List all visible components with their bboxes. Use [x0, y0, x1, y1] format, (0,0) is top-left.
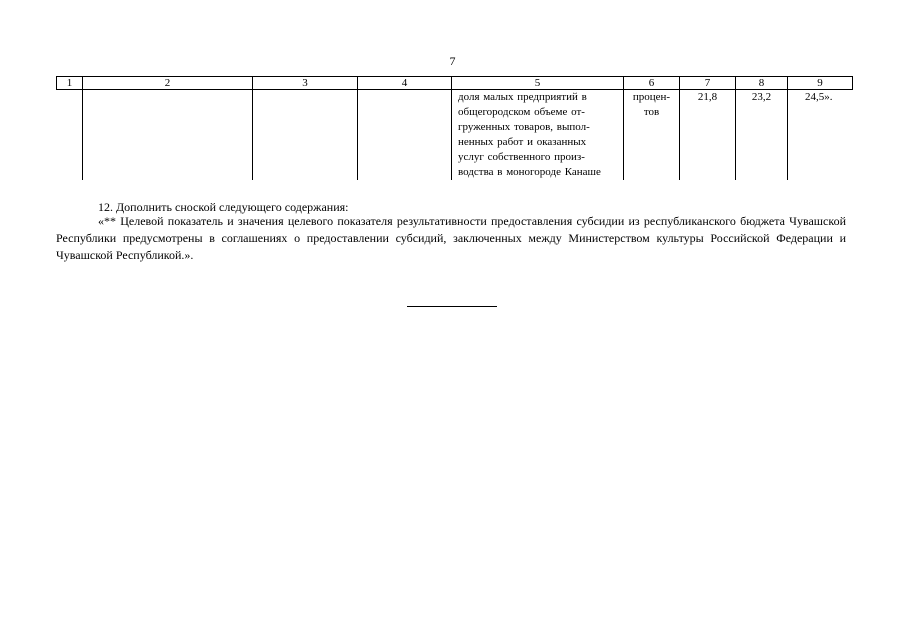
footnote-quote: «** Целевой показатель и значения целевого показателя результативности предоставления субсидии из республиканского бюджета Чувашской Республики предусмотрены в соглашениях о предоставлении субсидий, заключенных между Министерством культуры Российской Федерации и Чувашской Республикой.».: [56, 214, 846, 262]
column-header-3: 3: [253, 77, 358, 90]
cell-col-2: [83, 90, 253, 181]
value-col-9: 24,5».: [788, 90, 853, 181]
indicator-table: [56, 76, 853, 180]
indicator-name-cell: [452, 90, 624, 181]
table-row: [57, 90, 853, 181]
column-header-9: 9: [788, 77, 853, 90]
column-header-5: 5: [452, 77, 624, 90]
indicator-line: груженных товаров, выпол-: [458, 121, 590, 133]
indicator-line: ненных работ и оказанных: [458, 136, 587, 148]
indicator-line: водства в моногороде Канаше: [458, 166, 601, 178]
column-header-8: 8: [736, 77, 788, 90]
indicator-line: услуг собственного произ-: [458, 151, 585, 163]
column-header-6: 6: [624, 77, 680, 90]
cell-col-1: [57, 90, 83, 181]
unit-cell: [624, 90, 680, 181]
indicator-line: общегородском объеме от-: [458, 106, 585, 118]
cell-col-3: [253, 90, 358, 181]
indicator-line: доля малых предприятий в: [458, 91, 587, 103]
unit-line: процен-: [632, 91, 671, 103]
end-divider: [407, 306, 497, 307]
column-header-2: 2: [83, 77, 253, 90]
cell-col-4: [358, 90, 452, 181]
table-header-row: [57, 77, 853, 90]
page-number: 7: [449, 54, 456, 68]
paragraph-12: 12. Дополнить сноской следующего содержания:: [98, 200, 349, 214]
unit-line: тов: [643, 106, 660, 118]
column-header-4: 4: [358, 77, 452, 90]
column-header-7: 7: [680, 77, 736, 90]
value-col-8: 23,2: [736, 90, 788, 181]
column-header-1: 1: [57, 77, 83, 90]
value-col-7: 21,8: [680, 90, 736, 181]
